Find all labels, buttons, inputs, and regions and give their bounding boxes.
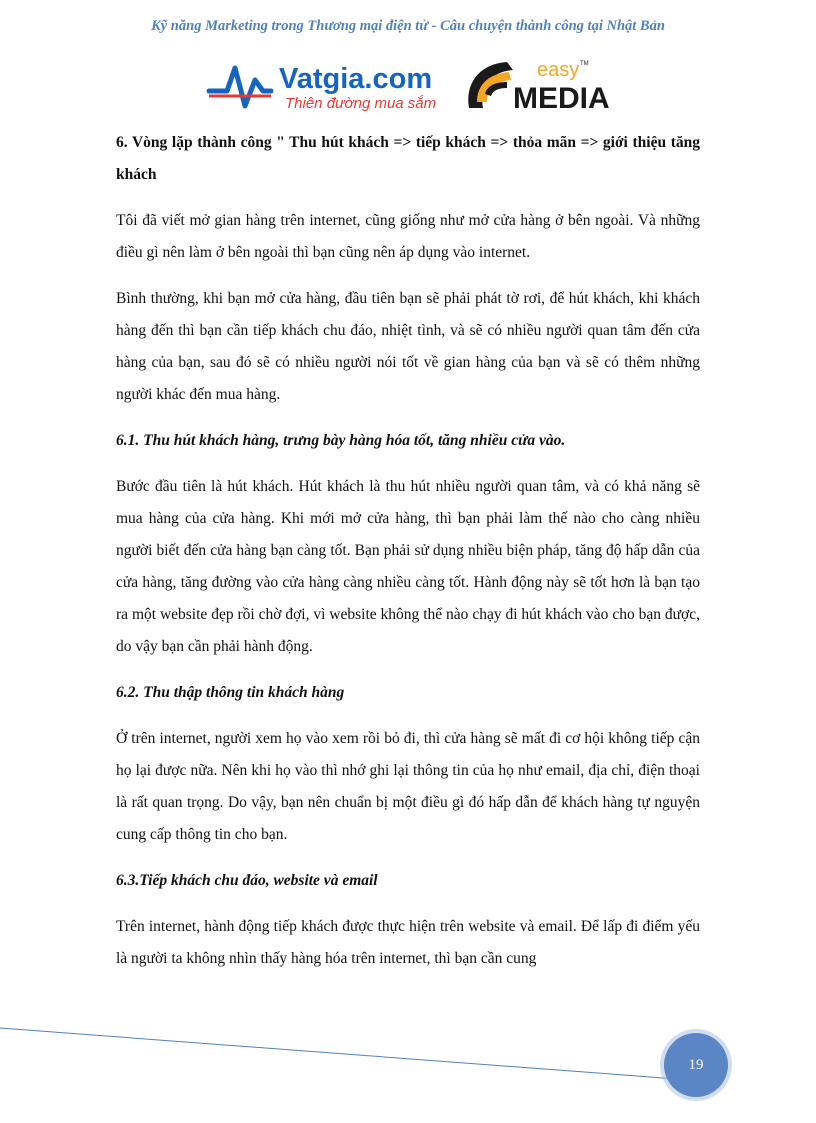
page-number: 19 xyxy=(688,1057,704,1073)
vatgia-tagline: Thiên đường mua sắm xyxy=(285,95,437,112)
subheading-6-1: 6.1. Thu hút khách hàng, trưng bày hàng hóa tốt, tăng nhiều cửa vào. xyxy=(116,432,566,449)
paragraph: Ở trên internet, người xem họ vào xem rồi bỏ đi, thì cửa hàng sẽ mất đi cơ hội không tiếp cận họ lại được nữa. Nên khi họ vào thì nhớ ghi lại thông tin của họ như email, địa chỉ, điện thoại là rất quan trọng. Do vậy, bạn nên chuẩn bị một điều gì đó hấp dẫn để khách hàng tự nguyện cung cấp thông tin cho bạn. xyxy=(116,730,700,843)
subheading-6-3: 6.3.Tiếp khách chu đáo, website và email xyxy=(116,872,378,889)
paragraph: Trên internet, hành động tiếp khách được thực hiện trên website và email. Để lấp đi điểm yếu là người ta không nhìn thấy hàng hóa trên internet, thì bạn cần cung xyxy=(116,918,700,967)
paragraph: Tôi đã viết mở gian hàng trên internet, cũng giống như mở cửa hàng ở bên ngoài. Và những điều gì nên làm ở bên ngoài thì bạn cũng nên áp dụng vào internet. xyxy=(116,212,700,261)
paragraph: Bình thường, khi bạn mở cửa hàng, đầu tiên bạn sẽ phải phát tờ rơi, để hút khách, khi khách hàng đến thì bạn cần tiếp khách chu đáo, nhiệt tình, và sẽ có nhiều người quan tâm đến cửa hàng của bạn, sau đó sẽ có nhiều người nói tốt về gian hàng của bạn và sẽ có thêm những người khác đến mua hàng. xyxy=(116,290,700,403)
subheading-6-2: 6.2. Thu thập thông tin khách hàng xyxy=(116,684,345,701)
footer-line xyxy=(0,1028,690,1080)
paragraph: Bước đầu tiên là hút khách. Hút khách là thu hút nhiều người quan tâm, và có khả năng sẽ mua hàng của cửa hàng. Khi mới mở cửa hàng, thì bạn phải làm thế nào cho càng nhiều người biết đến cửa hàng bạn càng tốt. Bạn phải sử dụng nhiều biện pháp, tăng độ hấp dẫn của cửa hàng, tăng đường vào cửa hàng càng nhiều càng tốt. Hành động này sẽ tốt hơn là bạn tạo ra một website đẹp rồi chờ đợi, vì website không thể nào chạy đi hút khách vào cho bạn được, do vậy bạn cần phải hành động. xyxy=(116,478,700,655)
section-title: 6. Vòng lặp thành công " Thu hút khách => tiếp khách => thỏa mãn => giới thiệu tăng khách xyxy=(116,134,700,183)
easymedia-tm: TM xyxy=(580,61,589,67)
easymedia-swoosh-icon xyxy=(468,62,513,108)
vatgia-name: Vatgia.com xyxy=(279,63,433,95)
vatgia-logo xyxy=(205,58,455,114)
running-header: Kỹ năng Marketing trong Thương mại điện tử - Câu chuyện thành công tại Nhật Bản xyxy=(151,18,665,34)
easymedia-logo xyxy=(463,56,623,114)
body-content xyxy=(116,127,700,975)
easymedia-bottom: MEDIA xyxy=(513,82,610,114)
vatgia-wave-icon xyxy=(209,68,271,106)
easymedia-top: easy xyxy=(537,59,580,81)
logo-bar xyxy=(205,56,635,116)
